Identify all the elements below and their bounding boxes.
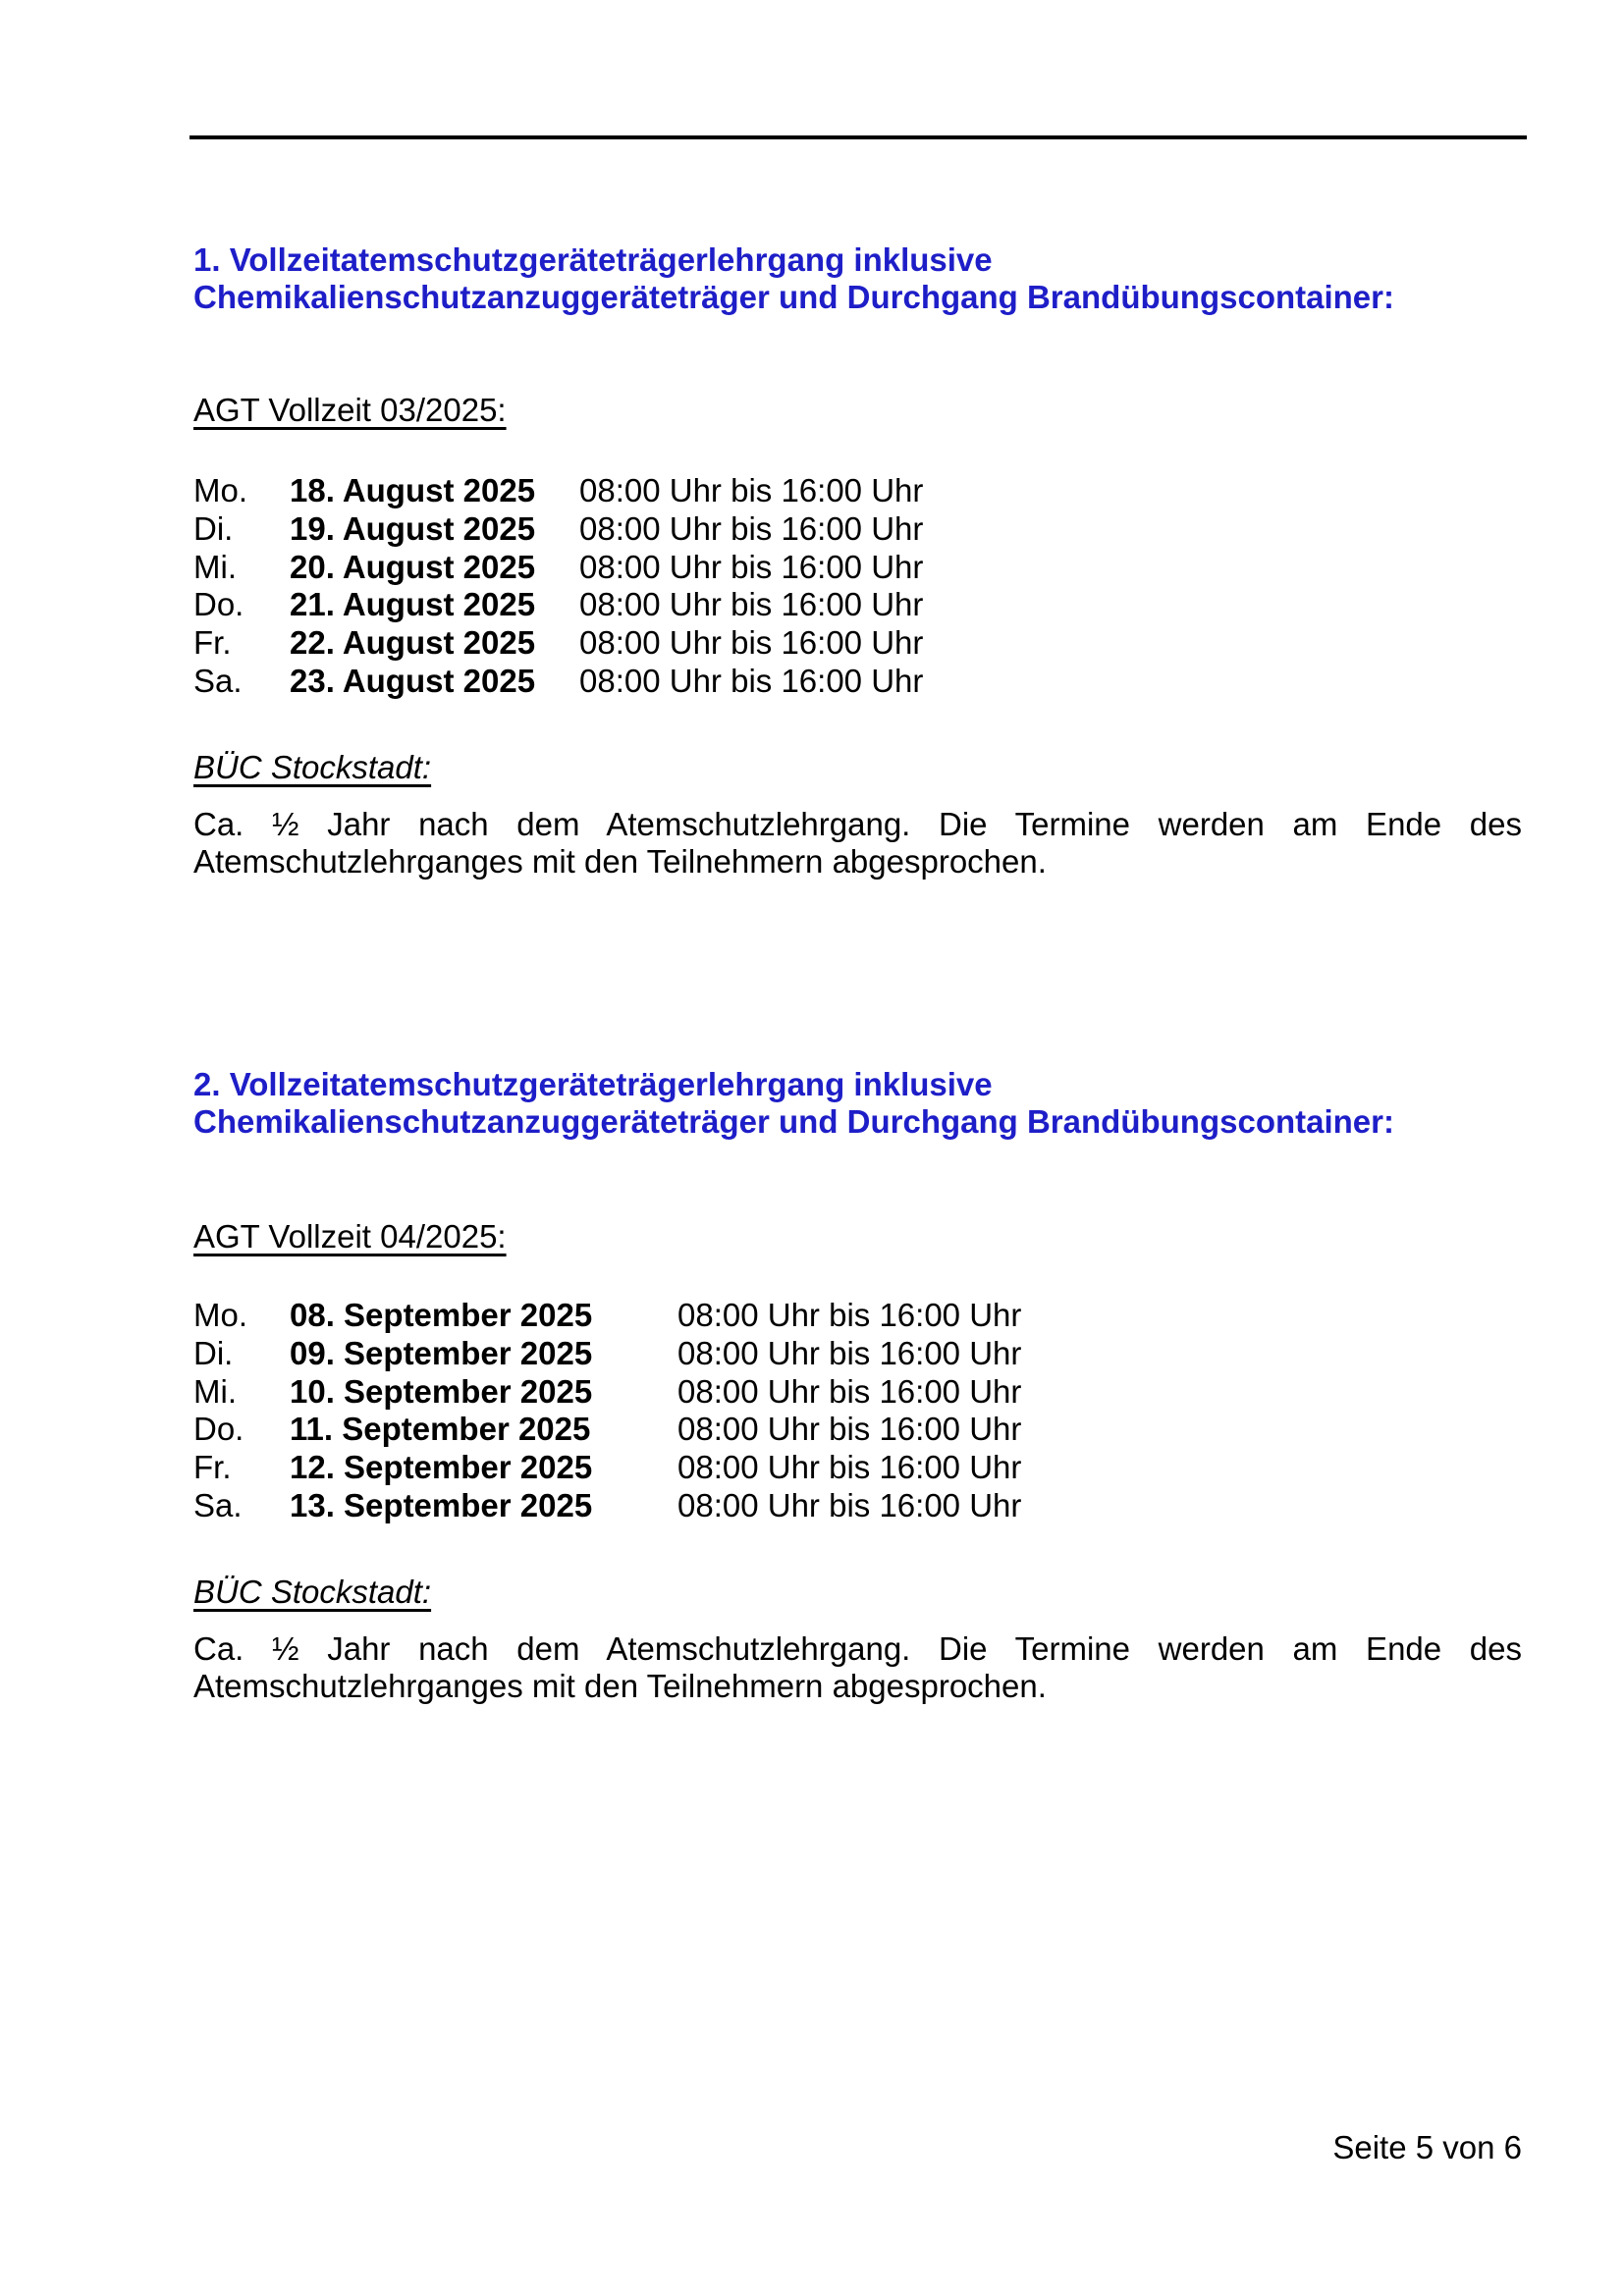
note-line: Atemschutzlehrganges mit den Teilnehmern abgesprochen. [193, 1668, 1047, 1704]
date-label: 18. August 2025 [290, 472, 536, 508]
day-label: Mo. [193, 472, 248, 508]
day-label: Di. [193, 509, 234, 547]
date-label: 23. August 2025 [290, 662, 536, 699]
date-label: 13. September 2025 [290, 1486, 593, 1523]
day-label: Mi. [193, 1372, 237, 1410]
note-line: Ca. ½ Jahr nach dem Atemschutzlehrgang. Die Termine werden am Ende des [193, 806, 1522, 842]
date-label: 10. September 2025 [290, 1372, 593, 1410]
course2-location-row [193, 1574, 1522, 1611]
time-label: 08:00 Uhr bis 16:00 Uhr [579, 509, 924, 547]
time-label: 08:00 Uhr bis 16:00 Uhr [677, 1486, 1022, 1523]
schedule-row [193, 624, 1522, 663]
schedule-row [193, 1487, 1522, 1525]
page-number: Seite 5 von 6 [1332, 2129, 1522, 2165]
day-label: Fr. [193, 1449, 232, 1486]
day-label: Fr. [193, 624, 232, 662]
note-line: Atemschutzlehrganges mit den Teilnehmern abgesprochen. [193, 843, 1047, 880]
time-label: 08:00 Uhr bis 16:00 Uhr [677, 1411, 1022, 1448]
date-label: 12. September 2025 [290, 1449, 593, 1486]
date-label: 21. August 2025 [290, 586, 536, 623]
time-label: 08:00 Uhr bis 16:00 Uhr [579, 472, 924, 508]
time-label: 08:00 Uhr bis 16:00 Uhr [579, 662, 924, 699]
schedule-row [193, 549, 1522, 587]
course2-heading-line1: 2. Vollzeitatemschutzgeräteträgerlehrgang inklusive [193, 1066, 993, 1102]
schedule-row [193, 472, 1522, 510]
course1-heading [193, 241, 1522, 316]
header-rule [189, 135, 1527, 139]
course1-note [193, 806, 1522, 881]
schedule-row [193, 510, 1522, 549]
course1-heading-line1: 1. Vollzeitatemschutzgeräteträgerlehrgang inklusive [193, 241, 993, 278]
day-label: Mo. [193, 1297, 248, 1333]
schedule-row [193, 586, 1522, 624]
course1-heading-line2: Chemikalienschutzanzuggeräteträger und Durchgang Brandübungscontainer: [193, 279, 1394, 315]
date-label: 08. September 2025 [290, 1297, 593, 1333]
schedule-row [193, 1373, 1522, 1412]
note-line: Ca. ½ Jahr nach dem Atemschutzlehrgang. Die Termine werden am Ende des [193, 1630, 1522, 1667]
course1-title: AGT Vollzeit 03/2025: [193, 392, 507, 428]
course1-schedule [193, 472, 1522, 701]
course1-title-row [193, 392, 1522, 429]
date-label: 20. August 2025 [290, 548, 536, 585]
schedule-row [193, 1297, 1522, 1335]
day-label: Sa. [193, 1486, 243, 1523]
time-label: 08:00 Uhr bis 16:00 Uhr [677, 1334, 1022, 1371]
time-label: 08:00 Uhr bis 16:00 Uhr [579, 548, 924, 585]
course2-heading-line2: Chemikalienschutzanzuggeräteträger und Durchgang Brandübungscontainer: [193, 1103, 1394, 1140]
date-label: 11. September 2025 [290, 1411, 591, 1448]
time-label: 08:00 Uhr bis 16:00 Uhr [677, 1297, 1022, 1333]
date-label: 22. August 2025 [290, 624, 536, 662]
day-label: Do. [193, 586, 244, 623]
course2-location-title: BÜC Stockstadt: [193, 1574, 432, 1610]
schedule-row [193, 1411, 1522, 1449]
day-label: Mi. [193, 548, 237, 585]
schedule-row [193, 663, 1522, 701]
date-label: 09. September 2025 [290, 1334, 593, 1371]
schedule-row [193, 1449, 1522, 1487]
course1-location-row [193, 749, 1522, 786]
day-label: Sa. [193, 662, 243, 699]
time-label: 08:00 Uhr bis 16:00 Uhr [677, 1449, 1022, 1486]
course2-title: AGT Vollzeit 04/2025: [193, 1218, 507, 1255]
day-label: Di. [193, 1334, 234, 1371]
day-label: Do. [193, 1411, 244, 1448]
course2-title-row [193, 1218, 1522, 1255]
time-label: 08:00 Uhr bis 16:00 Uhr [579, 586, 924, 623]
course2-schedule [193, 1297, 1522, 1525]
date-label: 19. August 2025 [290, 509, 536, 547]
time-label: 08:00 Uhr bis 16:00 Uhr [579, 624, 924, 662]
schedule-row [193, 1335, 1522, 1373]
course2-note [193, 1630, 1522, 1705]
course2-heading [193, 1066, 1522, 1141]
time-label: 08:00 Uhr bis 16:00 Uhr [677, 1372, 1022, 1410]
course1-location-title: BÜC Stockstadt: [193, 749, 432, 785]
